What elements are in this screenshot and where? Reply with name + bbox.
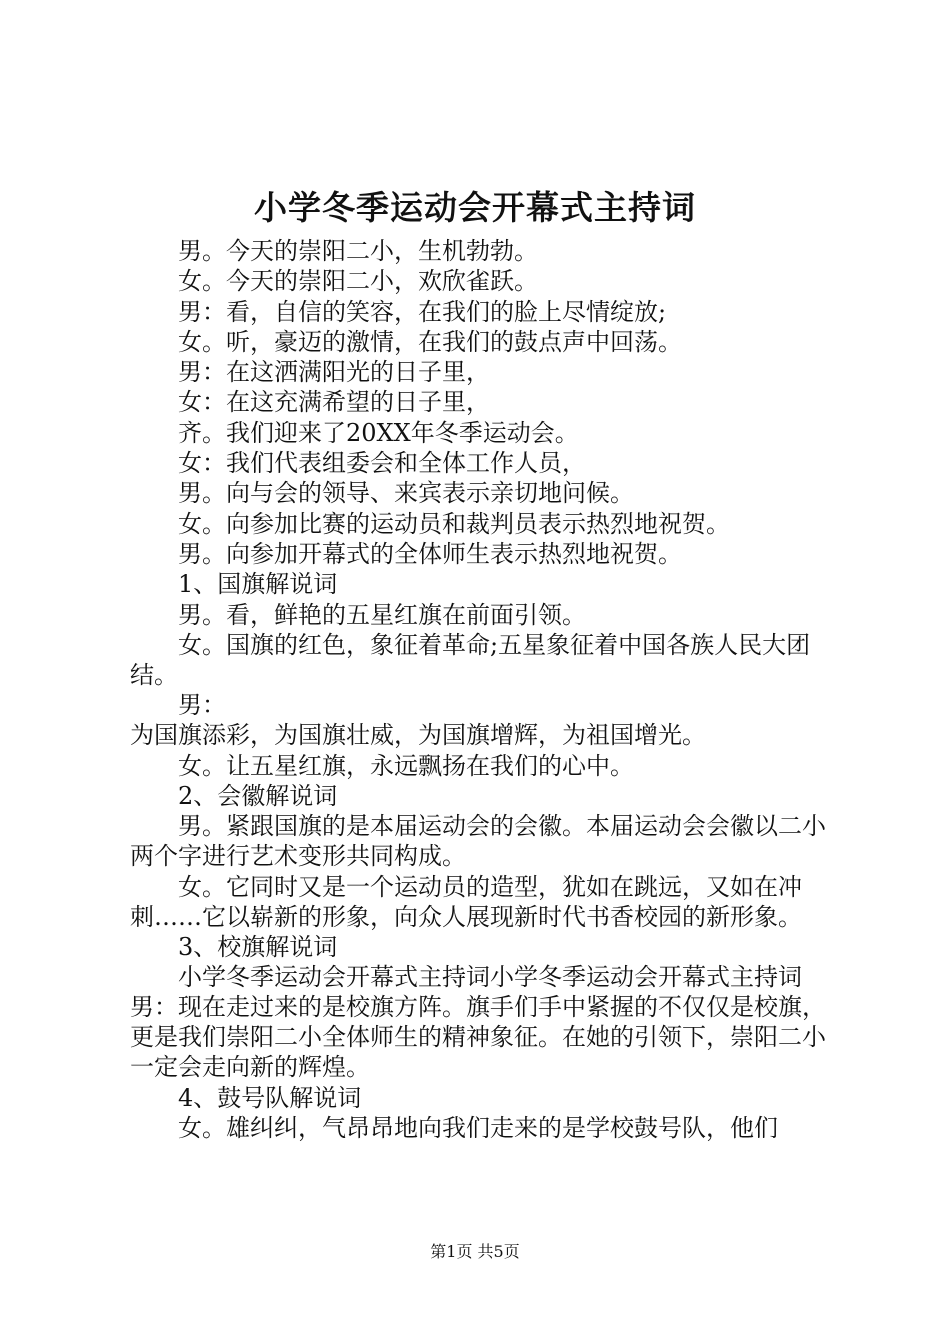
section-heading: 1、国旗解说词 [178,570,338,599]
paragraph: 为国旗添彩，为国旗壮威，为国旗增辉，为祖国增光。 [130,721,706,750]
section-heading: 3、校旗解说词 [178,932,338,961]
document-body [130,236,835,1143]
paragraph: 女。雄纠纠，气昂昂地向我们走来的是学校鼓号队，他们 [178,1113,778,1142]
paragraph: 女。听，豪迈的激情，在我们的鼓点声中回荡。 [178,327,682,356]
paragraph: 男。看，鲜艳的五星红旗在前面引领。 [178,600,586,629]
paragraph: 齐。我们迎来了20XX年冬季运动会。 [178,418,579,447]
paragraph: 男。今天的崇阳二小，生机勃勃。 [178,237,538,265]
paragraph: 小学冬季运动会开幕式主持词小学冬季运动会开幕式主持词男：现在走过来的是校旗方阵。旗手们手中紧握的不仅仅是校旗，更是我们崇阳二小全体师生的精神象征。在她的引领下，崇阳二小一定会走向新的辉煌。 [130,963,826,1082]
page-footer: 第1页 共5页 [430,1242,520,1261]
paragraph: 男： [178,691,226,720]
page-title: 小学冬季运动会开幕式主持词 [254,188,696,227]
paragraph: 男：看，自信的笑容，在我们的脸上尽情绽放; [178,297,667,326]
section-heading: 2、会徽解说词 [178,782,338,811]
paragraph: 女。今天的崇阳二小，欢欣雀跃。 [178,267,538,296]
paragraph: 男。紧跟国旗的是本届运动会的会徽。本届运动会会徽以二小两个字进行艺术变形共同构成。 [130,812,826,871]
section-heading: 4、鼓号队解说词 [178,1083,362,1112]
paragraph: 女。向参加比赛的运动员和裁判员表示热烈地祝贺。 [178,509,730,538]
paragraph: 男。向参加开幕式的全体师生表示热烈地祝贺。 [178,539,682,568]
paragraph: 女。它同时又是一个运动员的造型，犹如在跳远，又如在冲刺……它以崭新的形象，向众人展现新时代书香校园的新形象。 [130,872,802,931]
paragraph: 男。向与会的领导、来宾表示亲切地问候。 [178,479,634,508]
paragraph: 女。国旗的红色，象征着革命;五星象征着中国各族人民大团结。 [130,630,811,689]
paragraph: 男：在这洒满阳光的日子里， [178,358,490,387]
paragraph: 女：在这充满希望的日子里， [178,388,490,417]
paragraph: 女。让五星红旗，永远飘扬在我们的心中。 [178,751,634,780]
paragraph: 女：我们代表组委会和全体工作人员， [178,449,586,478]
